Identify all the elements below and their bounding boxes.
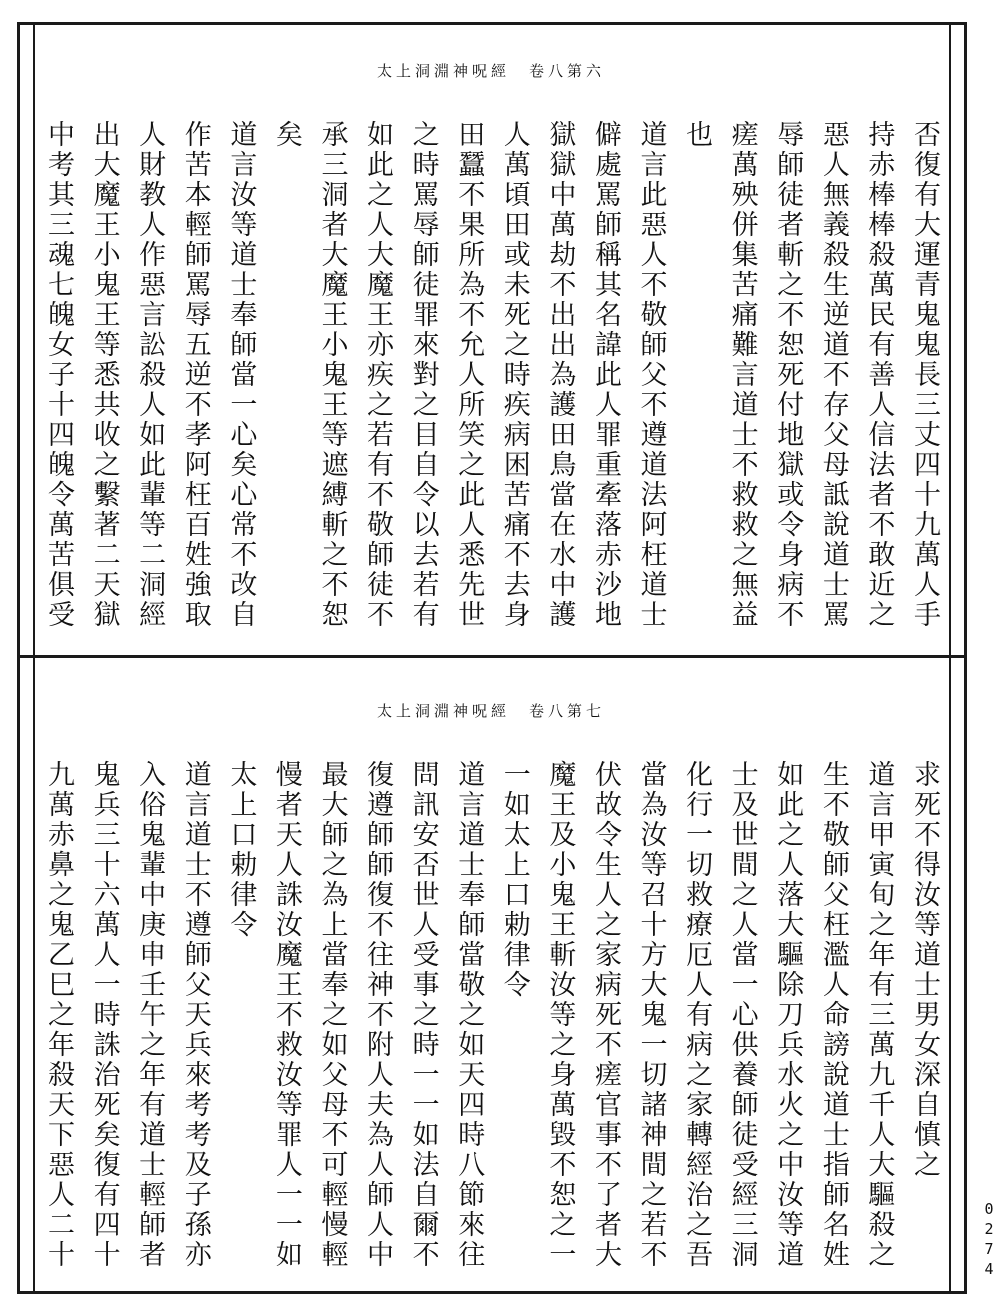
text-column: 當為汝等召十方大鬼一切諸神間之若不	[635, 760, 667, 1270]
text-column: 魔王及小鬼王斬汝等之身萬毀不恕之一	[544, 760, 576, 1270]
text-column: 獄獄中萬劫不出出為護田鳥當在水中護	[544, 120, 576, 630]
text-column: 中考其三魂七魄女子十四魄令萬苦俱受	[43, 120, 74, 630]
bottom-page-header: 太上洞淵神呪經 卷八第七	[376, 702, 605, 720]
text-column: 道言道士不遵師父天兵來考考及子孫亦	[179, 760, 211, 1270]
text-column: 瘥萬殃併集苦痛難言道士不救救之無益	[726, 120, 758, 630]
text-column: 田蠶不果所為不允人所笑之此人悉先世	[453, 120, 485, 630]
top-page-header: 太上洞淵神呪經 卷八第六	[376, 62, 605, 80]
text-column: 道言甲寅旬之年有三萬九千人大驅殺之	[863, 760, 895, 1270]
text-column: 否復有大運青鬼鬼長三丈四十九萬人手	[908, 120, 940, 630]
text-column: 復遵師師復不往神不附人夫為人師人中	[362, 760, 394, 1270]
text-column: 道言道士奉師當敬之如天四時八節來往	[453, 760, 485, 1270]
text-column: 道言汝等道士奉師當一心矣心常不改自	[225, 120, 257, 630]
text-column: 矣	[270, 120, 302, 150]
top-page-columns	[30, 120, 952, 640]
text-column: 問訊安否世人受事之時一一如法自爾不	[407, 760, 439, 1270]
text-column: 惡人無義殺生逆道不存父母詆說道士罵	[817, 120, 849, 630]
text-column: 太上口勅律令	[225, 760, 257, 940]
text-column: 出大魔王小鬼王等悉共收之繫著二天獄	[88, 120, 120, 630]
text-column: 入俗鬼輩中庚申壬午之年有道士輕師者	[134, 760, 166, 1270]
text-column: 最大師之為上當奉之如父母不可輕慢輕	[316, 760, 348, 1270]
page-divider	[17, 655, 967, 658]
text-column: 求死不得汝等道士男女深自慎之	[908, 760, 940, 1180]
text-column: 持赤棒棒殺萬民有善人信法者不敢近之	[863, 120, 895, 630]
text-column: 如此之人落大驅除刀兵水火之中汝等道	[772, 760, 804, 1270]
text-column: 生不敬師父枉濫人命謗說道士指師名姓	[817, 760, 849, 1270]
text-column: 士及世間之人當一心供養師徒受經三洞	[726, 760, 758, 1270]
text-column: 人萬頃田或未死之時疾病困苦痛不去身	[498, 120, 530, 630]
page-number: 0274	[980, 1200, 998, 1280]
text-column: 伏故令生人之家病死不瘥官事不了者大	[589, 760, 621, 1270]
text-column: 鬼兵三十六萬人一時誅治死矣復有四十	[88, 760, 120, 1270]
text-column: 承三洞者大魔王小鬼王等遮縛斬之不恕	[316, 120, 348, 630]
text-column: 九萬赤鼻之鬼乙巳之年殺天下惡人二十	[43, 760, 74, 1270]
text-column: 僻處罵師稱其名諱此人罪重牽落赤沙地	[589, 120, 621, 630]
text-column: 慢者天人誅汝魔王不救汝等罪人一一如	[270, 760, 302, 1270]
text-column: 之時罵辱師徒罪來對之目自令以去若有	[407, 120, 439, 630]
text-column: 辱師徒者斬之不恕死付地獄或令身病不	[772, 120, 804, 630]
bottom-page-columns	[30, 760, 952, 1275]
bottom-page	[30, 700, 952, 1275]
text-column: 道言此惡人不敬師父不遵道法阿枉道士	[635, 120, 667, 630]
text-column: 也	[681, 120, 713, 150]
text-column: 作苦本輕師罵辱五逆不孝阿枉百姓強取	[179, 120, 211, 630]
top-page	[30, 60, 952, 640]
text-column: 一如太上口勅律令	[498, 760, 530, 1000]
text-column: 如此之人大魔王亦疾之若有不敬師徒不	[362, 120, 394, 630]
text-column: 化行一切救療厄人有病之家轉經治之吾	[681, 760, 713, 1270]
text-column: 人財教人作惡言訟殺人如此輩等二洞經	[134, 120, 166, 630]
